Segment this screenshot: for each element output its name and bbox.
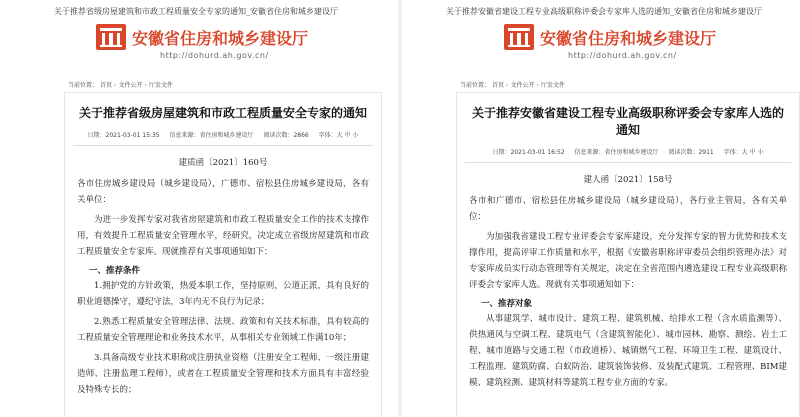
breadcrumb-label: 当前位置： [460,82,491,89]
meta-source: 信息来源：省住房和城乡建设厅 [169,132,254,139]
font-size-switcher[interactable]: 字体：大 中 小 [723,149,764,156]
site-url[interactable]: http://dohurd.ah.gov.cn/ [568,51,677,60]
breadcrumb-separator: › [536,82,539,89]
meta-views: 阅读次数：2866 [263,132,309,139]
breadcrumb-label: 当前位置： [68,82,99,89]
section-heading: 一、推荐条件 [89,266,141,276]
addressee: 各市和广德市、宿松县住房城乡建设局（城乡建设局），各行业主管局，各有关单位： [469,196,787,222]
site-url[interactable]: http://dohurd.ah.gov.cn/ [160,51,269,60]
meta-date: 日期：2021-03-01 16:52 [492,149,565,156]
body-paragraph: 从事建筑学、城市设计、建筑工程、建筑机械、给排水工程（含水质监测等）、供热通风与空调工程、建筑电气（含建筑智能化）、城市园林、勘察、测绘、岩土工程、城市道路与交通工程（市政道桥）、城镇燃气工程、环境卫生工程、建筑设计、工程监理、建筑防腐、白蚁防治、建筑装饰装修、及装配式建筑、工程管理、BIM建模、建筑检测、建筑材料等建筑工程专业方面的专家。 [469,314,787,388]
breadcrumb [460,80,567,89]
list-item: 3.具备高级专业技术职称或注册执业资格（注册安全工程师、一级注册建造师、注册监理工程师），或者在工程质量安全管理和技术方面具有丰富经验及特殊专长的； [77,353,369,395]
breadcrumb-dept-files[interactable]: 厅发文件 [148,82,173,89]
article-meta [469,147,787,156]
breadcrumb-dept-files[interactable]: 厅发文件 [540,82,565,89]
breadcrumb [68,80,175,89]
breadcrumb-separator: › [506,82,509,89]
divider [465,162,791,163]
article-title: 关于推荐省级房屋建筑和市政工程质量安全专家的通知 [78,106,367,120]
intro-paragraph: 为进一步发挥专家对我省房屋建筑和市政工程质量安全工作的技术支撑作用，有效提升工程质量安全管理水平，经研究，决定成立省级房屋建筑和市政工程质量安全专家库。现就推荐有关事项通知如下： [77,215,369,257]
ministry-emblem-icon[interactable] [504,24,534,50]
article-card [456,92,800,417]
left-screenshot-panel [0,0,392,417]
document-number: 建人函〔2021〕158号 [583,175,673,185]
document-number: 建质函〔2021〕160号 [178,158,268,168]
article-meta [77,130,369,139]
meta-views: 阅读次数：2911 [668,149,714,156]
site-header [408,22,800,62]
site-name[interactable]: 安徽省住房和城乡建设厅 [540,29,717,48]
panel-divider [398,0,402,417]
breadcrumb-file-public[interactable]: 文件公开 [510,82,535,89]
list-item: 2.熟悉工程质量安全管理法律、法规、政策和有关技术标准，具有较高的工程质量安全管理理论和业务技术水平，从事相关专业领域工作满10年； [77,317,369,343]
breadcrumb-home[interactable]: 首页 [492,82,505,89]
meta-date: 日期：2021-03-01 15:35 [87,132,160,139]
section-heading: 一、推荐对象 [481,299,533,309]
page-title: 关于推荐省级房屋建筑和市政工程质量安全专家的通知_安徽省住房和城乡建设厅 [54,7,338,16]
article-title: 关于推荐安徽省建设工程专业高级职称评委会专家库人选的通知 [471,106,784,137]
breadcrumb-separator: › [114,82,117,89]
font-size-switcher[interactable]: 字体：大 中 小 [318,132,359,139]
right-screenshot-panel [408,0,800,417]
article-card [64,92,382,417]
ministry-emblem-icon[interactable] [96,24,126,50]
page-title: 关于推荐安徽省建设工程专业高级职称评委会专家库人选的通知_安徽省住房和城乡建设厅 [446,7,762,16]
breadcrumb-file-public[interactable]: 文件公开 [118,82,143,89]
addressee: 各市住房城乡建设局（城乡建设局），广德市、宿松县住房城乡建设局，各有关单位： [77,179,369,205]
breadcrumb-home[interactable]: 首页 [100,82,113,89]
site-name[interactable]: 安徽省住房和城乡建设厅 [132,29,309,48]
intro-paragraph: 为加强我省建设工程专业评委会专家库建设，充分发挥专家的智力优势和技术支撑作用，提高评审工作质量和水平，根据《安徽省职称评审委员会组织管理办法》对专家库成员实行动态管理等有关规定，决定在全省范围内遴选建设工程专业高级职称评委会专家库人选。现就有关事项通知如下： [469,232,787,290]
list-item: 1.拥护党的方针政策，热爱本职工作，坚持原则，公道正派，具有良好的职业道德操守，遵纪守法，3年内无不良行为记录； [77,281,369,307]
breadcrumb-separator: › [144,82,147,89]
divider [73,145,373,146]
site-header [0,22,392,62]
meta-source: 信息来源：省住房和城乡建设厅 [574,149,659,156]
